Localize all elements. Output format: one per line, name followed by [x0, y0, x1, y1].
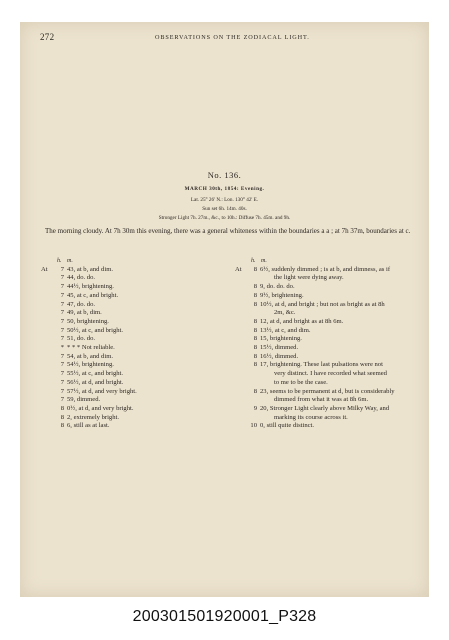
row-hour: 8	[253, 344, 257, 352]
row-text: 9½, brightening.	[260, 291, 304, 299]
observation-row	[235, 422, 427, 431]
row-hour: 8	[253, 352, 257, 360]
row-prefix	[235, 335, 249, 344]
row-text: 59, dimmed.	[67, 396, 101, 404]
row-hour: 9	[253, 404, 257, 412]
observation-row	[235, 405, 427, 414]
observation-row	[41, 274, 221, 283]
intro-paragraph: The morning cloudy. At 7h 30m this evening, there was a general whiteness within the boundaries a a ; at 7h 37m, boundaries at c.	[45, 227, 411, 235]
observation-row	[41, 292, 221, 301]
row-text: 23, seems to be permanent at d, but is considerably	[260, 387, 395, 395]
row-text: 43, at b, and dim.	[67, 265, 113, 273]
row-text: 55½, at c, and bright.	[67, 370, 124, 378]
row-text: 54, at b, and dim.	[67, 352, 113, 360]
row-prefix	[235, 353, 249, 362]
row-text: 20, Stronger Light clearly above Milky Way, and	[260, 404, 390, 412]
row-text: * * * Not reliable.	[67, 344, 115, 352]
row-text: 44, do. do.	[67, 274, 96, 282]
row-text: 0, still quite distinct.	[260, 422, 315, 430]
row-text: 50, brightening.	[67, 317, 109, 325]
row-continuation: marking its course across it.	[274, 413, 348, 421]
row-prefix	[41, 318, 57, 327]
row-prefix	[41, 335, 57, 344]
image-caption: 200301501920001_P328	[132, 608, 317, 625]
row-hour: 8	[253, 291, 257, 299]
row-prefix	[41, 370, 57, 379]
row-prefix	[41, 301, 57, 310]
row-prefix	[41, 388, 57, 397]
row-hour: 8	[253, 361, 257, 369]
row-prefix	[235, 327, 249, 336]
row-text: 49, at b, dim.	[67, 309, 102, 317]
row-hour: 7	[60, 326, 64, 334]
row-text: 16½, dimmed.	[260, 352, 299, 360]
row-prefix	[235, 361, 249, 370]
observation-row	[41, 405, 221, 414]
observation-row	[41, 388, 221, 397]
row-prefix	[41, 283, 57, 292]
observation-row	[41, 318, 221, 327]
row-hour: 8	[253, 326, 257, 334]
observation-row	[235, 335, 427, 344]
row-prefix	[235, 283, 249, 292]
row-prefix	[235, 405, 249, 414]
row-text: 47, do. do.	[67, 300, 96, 308]
left-header-units: h. m.	[57, 258, 73, 264]
row-prefix	[41, 414, 57, 423]
row-prefix	[235, 292, 249, 301]
observation-row	[41, 361, 221, 370]
row-prefix	[41, 422, 57, 431]
row-text: 50½, at c, and bright.	[67, 326, 124, 334]
observation-row	[235, 327, 427, 336]
row-hour: 8	[60, 422, 64, 430]
row-hour: 7	[60, 309, 64, 317]
row-text: 0½, at d, and very bright.	[67, 404, 134, 412]
row-hour: 7	[60, 396, 64, 404]
page-number: 272	[40, 32, 55, 42]
row-prefix	[41, 309, 57, 318]
row-hour: *	[60, 344, 64, 352]
row-text: 2, extremely bright.	[67, 413, 120, 421]
row-text: 15½, dimmed.	[260, 344, 299, 352]
row-prefix	[235, 388, 249, 397]
row-text: 51, do. do.	[67, 335, 96, 343]
row-text: 56½, at d, and bright.	[67, 378, 124, 386]
left-column-header	[41, 257, 221, 266]
row-prefix	[41, 327, 57, 336]
running-head: OBSERVATIONS ON THE ZODIACAL LIGHT.	[155, 34, 310, 41]
observation-row	[41, 353, 221, 362]
row-prefix	[235, 318, 249, 327]
observation-row	[41, 335, 221, 344]
row-prefix	[41, 353, 57, 362]
row-prefix	[41, 396, 57, 405]
row-hour: 8	[253, 335, 257, 343]
row-hour: 7	[60, 300, 64, 308]
right-header-units: h. m.	[251, 258, 267, 264]
row-text: 44½, brightening.	[67, 283, 114, 291]
observation-row	[235, 266, 427, 275]
row-prefix	[235, 422, 249, 431]
row-text: 10½, at d, and bright ; but not as bright as at 8h	[260, 300, 385, 308]
row-continuation: to me to be the case.	[274, 378, 328, 386]
book-page	[20, 22, 429, 597]
observation-row	[41, 283, 221, 292]
row-hour: 7	[60, 291, 64, 299]
row-prefix: At	[41, 265, 48, 273]
observation-row	[41, 422, 221, 431]
row-prefix	[235, 301, 249, 310]
row-text: 12, at d, and bright as at 8h 6m.	[260, 317, 344, 325]
row-hour: 7	[60, 317, 64, 325]
row-hour: 8	[60, 404, 64, 412]
row-hour: 8	[60, 413, 64, 421]
observation-row	[41, 379, 221, 388]
row-text: 13½, at c, and dim.	[260, 326, 311, 334]
row-prefix	[41, 344, 57, 353]
observation-row	[41, 266, 221, 275]
row-hour: 7	[60, 378, 64, 386]
row-hour: 8	[253, 265, 257, 273]
observation-row	[235, 344, 427, 353]
row-prefix	[41, 274, 57, 283]
row-text: 45, at c, and bright.	[67, 291, 119, 299]
row-hour: 7	[60, 283, 64, 291]
row-prefix: At	[235, 265, 242, 273]
row-prefix	[41, 292, 57, 301]
row-hour: 8	[253, 283, 257, 291]
row-text: 15, brightening.	[260, 335, 302, 343]
observation-row	[41, 309, 221, 318]
observation-row	[41, 301, 221, 310]
row-prefix	[41, 361, 57, 370]
observation-row	[235, 353, 427, 362]
observation-row	[235, 292, 427, 301]
observation-row	[235, 318, 427, 327]
row-continuation: the light were dying away.	[274, 274, 344, 282]
row-hour: 8	[253, 317, 257, 325]
entry-number: No. 136.	[207, 170, 242, 180]
observation-row	[235, 361, 427, 370]
row-hour: 7	[60, 352, 64, 360]
row-continuation: very distinct. I have recorded what seemed	[274, 370, 387, 378]
observation-row	[235, 283, 427, 292]
left-observation-column	[41, 257, 221, 431]
row-hour: 8	[253, 300, 257, 308]
row-text: 57½, at d, and very bright.	[67, 387, 137, 395]
observation-row	[41, 414, 221, 423]
row-continuation: dimmed from what it was at 8h 6m.	[274, 396, 369, 404]
row-continuation: 2m, &c.	[274, 309, 296, 317]
right-observation-column	[235, 257, 427, 431]
date-line: MARCH 30th, 1854: Evening.	[184, 186, 265, 192]
right-column-header	[235, 257, 427, 266]
row-hour: 8	[253, 387, 257, 395]
row-hour: 7	[60, 274, 64, 282]
sunset-line: Sun set 6h. 14m. 40s.	[202, 206, 247, 212]
row-text: 54½, brightening.	[67, 361, 114, 369]
row-hour: 7	[60, 370, 64, 378]
observation-row	[235, 388, 427, 397]
row-hour: 7	[60, 335, 64, 343]
row-hour: 10	[250, 422, 257, 430]
row-hour: 7	[60, 361, 64, 369]
row-hour: 7	[60, 387, 64, 395]
row-prefix	[41, 405, 57, 414]
row-text: 17, brightening. These last pulsations were not	[260, 361, 383, 369]
row-text: 6, still as at last.	[67, 422, 110, 430]
observation-row	[41, 396, 221, 405]
observation-row	[41, 327, 221, 336]
row-text: 6½, suddenly dimmed ; is at b, and dimness, as if	[260, 265, 391, 273]
row-prefix	[235, 344, 249, 353]
observation-row	[41, 344, 221, 353]
observation-row	[235, 301, 427, 310]
stronger-light-line: Stronger Light 7h. 27m., &c., to 10h.: Diffuse 7h. 45m. and 9h.	[158, 215, 291, 221]
row-prefix	[41, 379, 57, 388]
observation-row	[41, 370, 221, 379]
row-hour: 7	[60, 265, 64, 273]
latitude-longitude: Lat. 25° 26' N.: Lon. 130° 42' E.	[190, 197, 259, 203]
row-text: 9, do. do. do.	[260, 283, 295, 291]
